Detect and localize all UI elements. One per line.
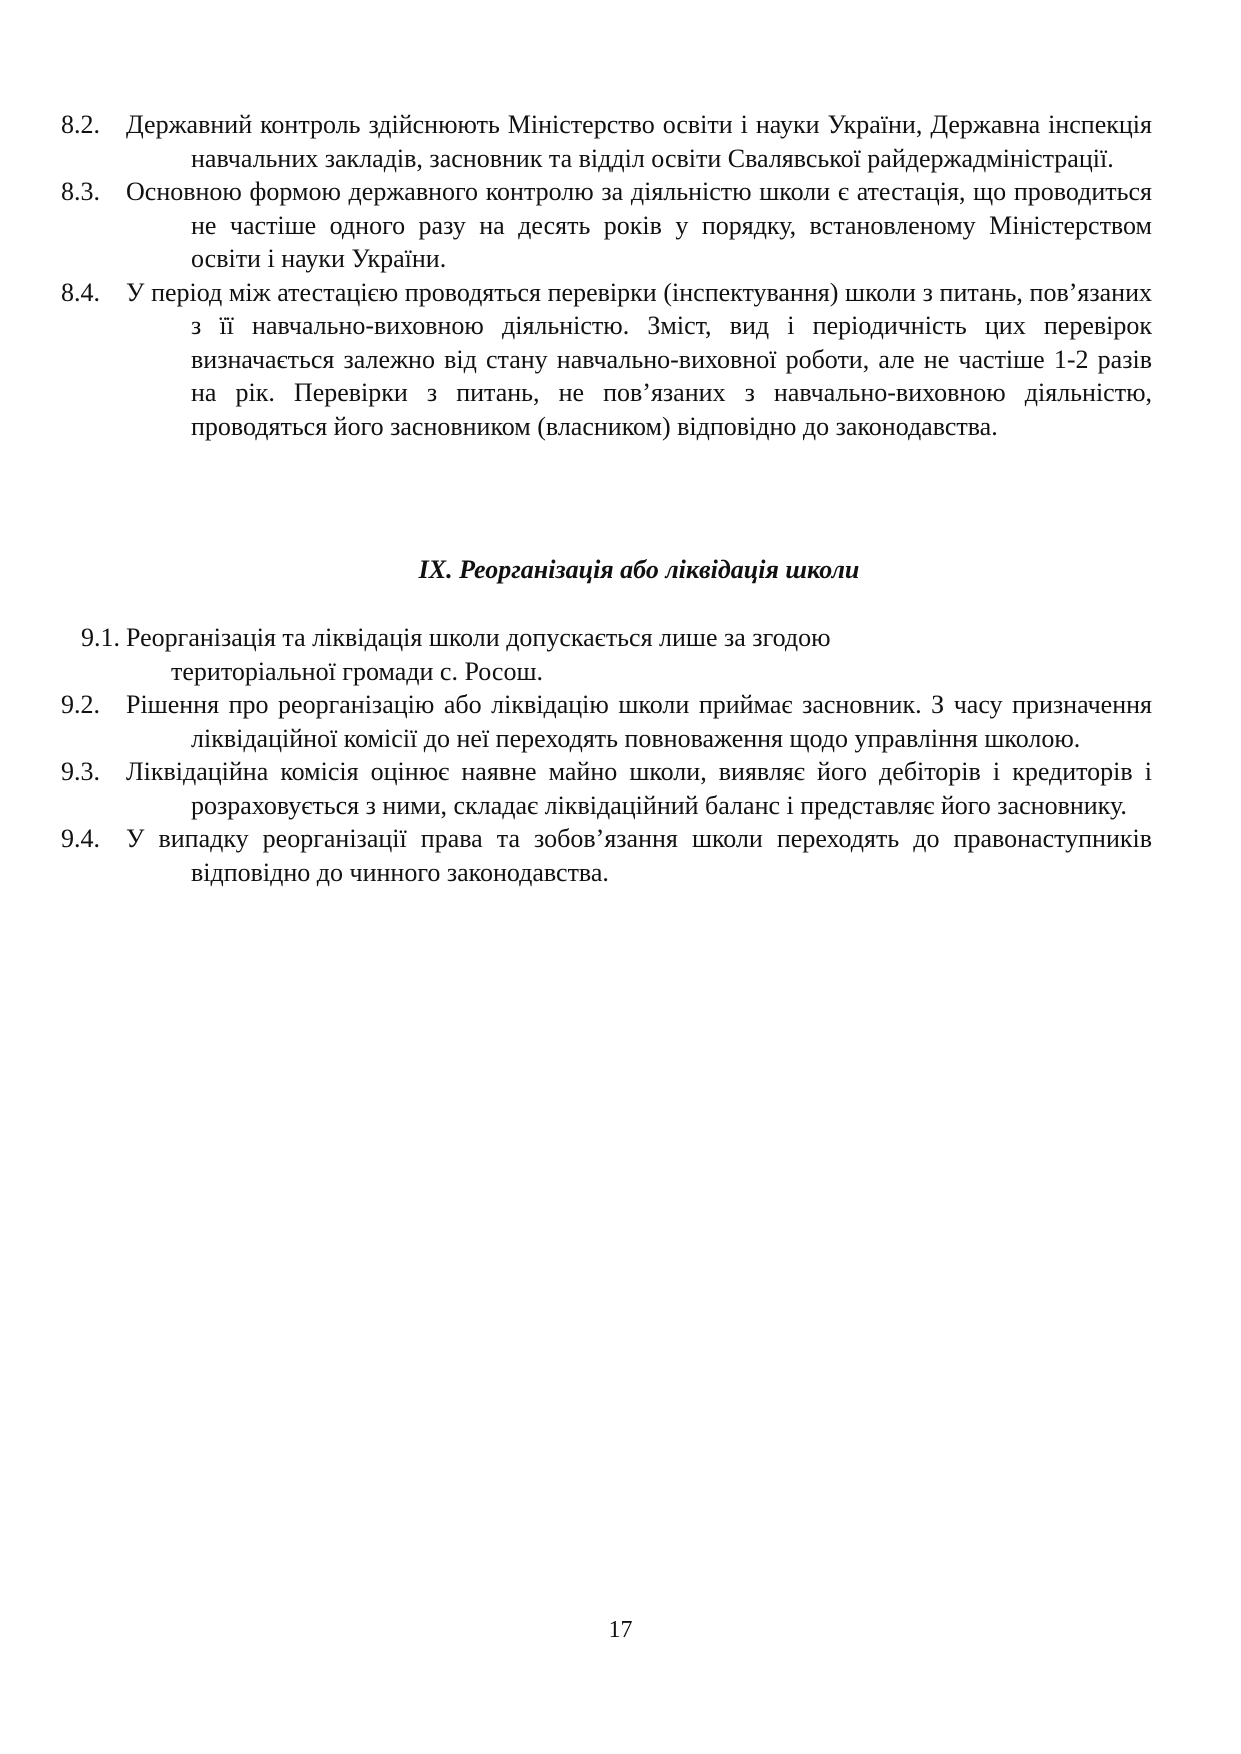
item-text: Основною формою державного контролю за діяльністю школи є атестація, що проводиться не частіше одного разу на десять років у порядку, встановленому Міністерством освіти і науки України.: [126, 177, 1152, 273]
item-text: Ліквідаційна комісія оцінює наявне майно школи, виявляє його дебіторів і кредиторів і розраховується з ними, складає ліквідаційний баланс і представляє його засновнику.: [126, 757, 1152, 820]
section-9-list: [61, 621, 1152, 889]
item-text: Державний контроль здійснюють Міністерство освіти і науки України, Державна інспекція навчальних закладів, засновник та відділ освіти Свалявської райдержадміністрації.: [126, 110, 1152, 173]
page-number: 17: [608, 1617, 633, 1643]
list-item-8-2: 8.2. Державний контроль здійснюють Міністерство освіти і науки України, Державна інспекція навчальних закладів, засновник та відділ освіти Свалявської райдержадміністрації.: [61, 110, 1152, 173]
list-item-9-1: 9.1. Реорганізація та ліквідація школи допускається лише за згодою територіальної громади с. Росош.: [81, 623, 831, 686]
list-item-9-3: 9.3.Ліквідаційна комісія оцінює наявне майно школи, виявляє його дебіторів і кредиторів і розраховується з ними, складає ліквідаційний баланс і представляє його засновнику.: [61, 757, 1152, 820]
item-text: Рішення про реорганізацію або ліквідацію школи приймає засновник. З часу призначення ліквідаційної комісії до неї переходять повноваження щодо управління школою.: [126, 690, 1152, 753]
item-text: Реорганізація та ліквідація школи допускається лише за згодою територіальної громади с. Росош.: [126, 623, 831, 686]
list-item-9-2: 9.2.Рішення про реорганізацію або ліквідацію школи приймає засновник. З часу призначення ліквідаційної комісії до неї переходять повноваження щодо управління школою.: [61, 690, 1152, 753]
list-item-8-4: 8.4.У період між атестацією проводяться перевірки (інспектування) школи з питань, пов’язаних з її навчально-виховною діяльністю. Зміст, вид і періодичність цих перевірок визначається залежно від стану навчально-виховної роботи, але не частіше 1-2 разів на рік. Перевірки з питань, не пов’язаних з навчально-виховною діяльністю, проводяться його засновником (власником) відповідно до законодавства.: [61, 277, 1152, 441]
section-9-heading: ІХ. Реорганізація або ліквідація школи: [418, 555, 860, 584]
item-text: У випадку реорганізації права та зобов’язання школи переходять до правонаступників відповідно до чинного законодавства.: [126, 824, 1152, 887]
section-8-list: [61, 108, 1152, 443]
list-item-8-3: 8.3.Основною формою державного контролю за діяльністю школи є атестація, що проводиться не частіше одного разу на десять років у порядку, встановленому Міністерством освіти і науки України.: [61, 177, 1152, 273]
list-item-9-4: 9.4.У випадку реорганізації права та зобов’язання школи переходять до правонаступників відповідно до чинного законодавства.: [61, 824, 1152, 887]
item-text: У період між атестацією проводяться перевірки (інспектування) школи з питань, пов’язаних з її навчально-виховною діяльністю. Зміст, вид і періодичність цих перевірок визначається залежно від стану навчально-виховної роботи, але не частіше 1-2 разів на рік. Перевірки з питань, не пов’язаних з навчально-виховною діяльністю, проводяться його засновником (власником) відповідно до законодавства.: [126, 277, 1152, 441]
